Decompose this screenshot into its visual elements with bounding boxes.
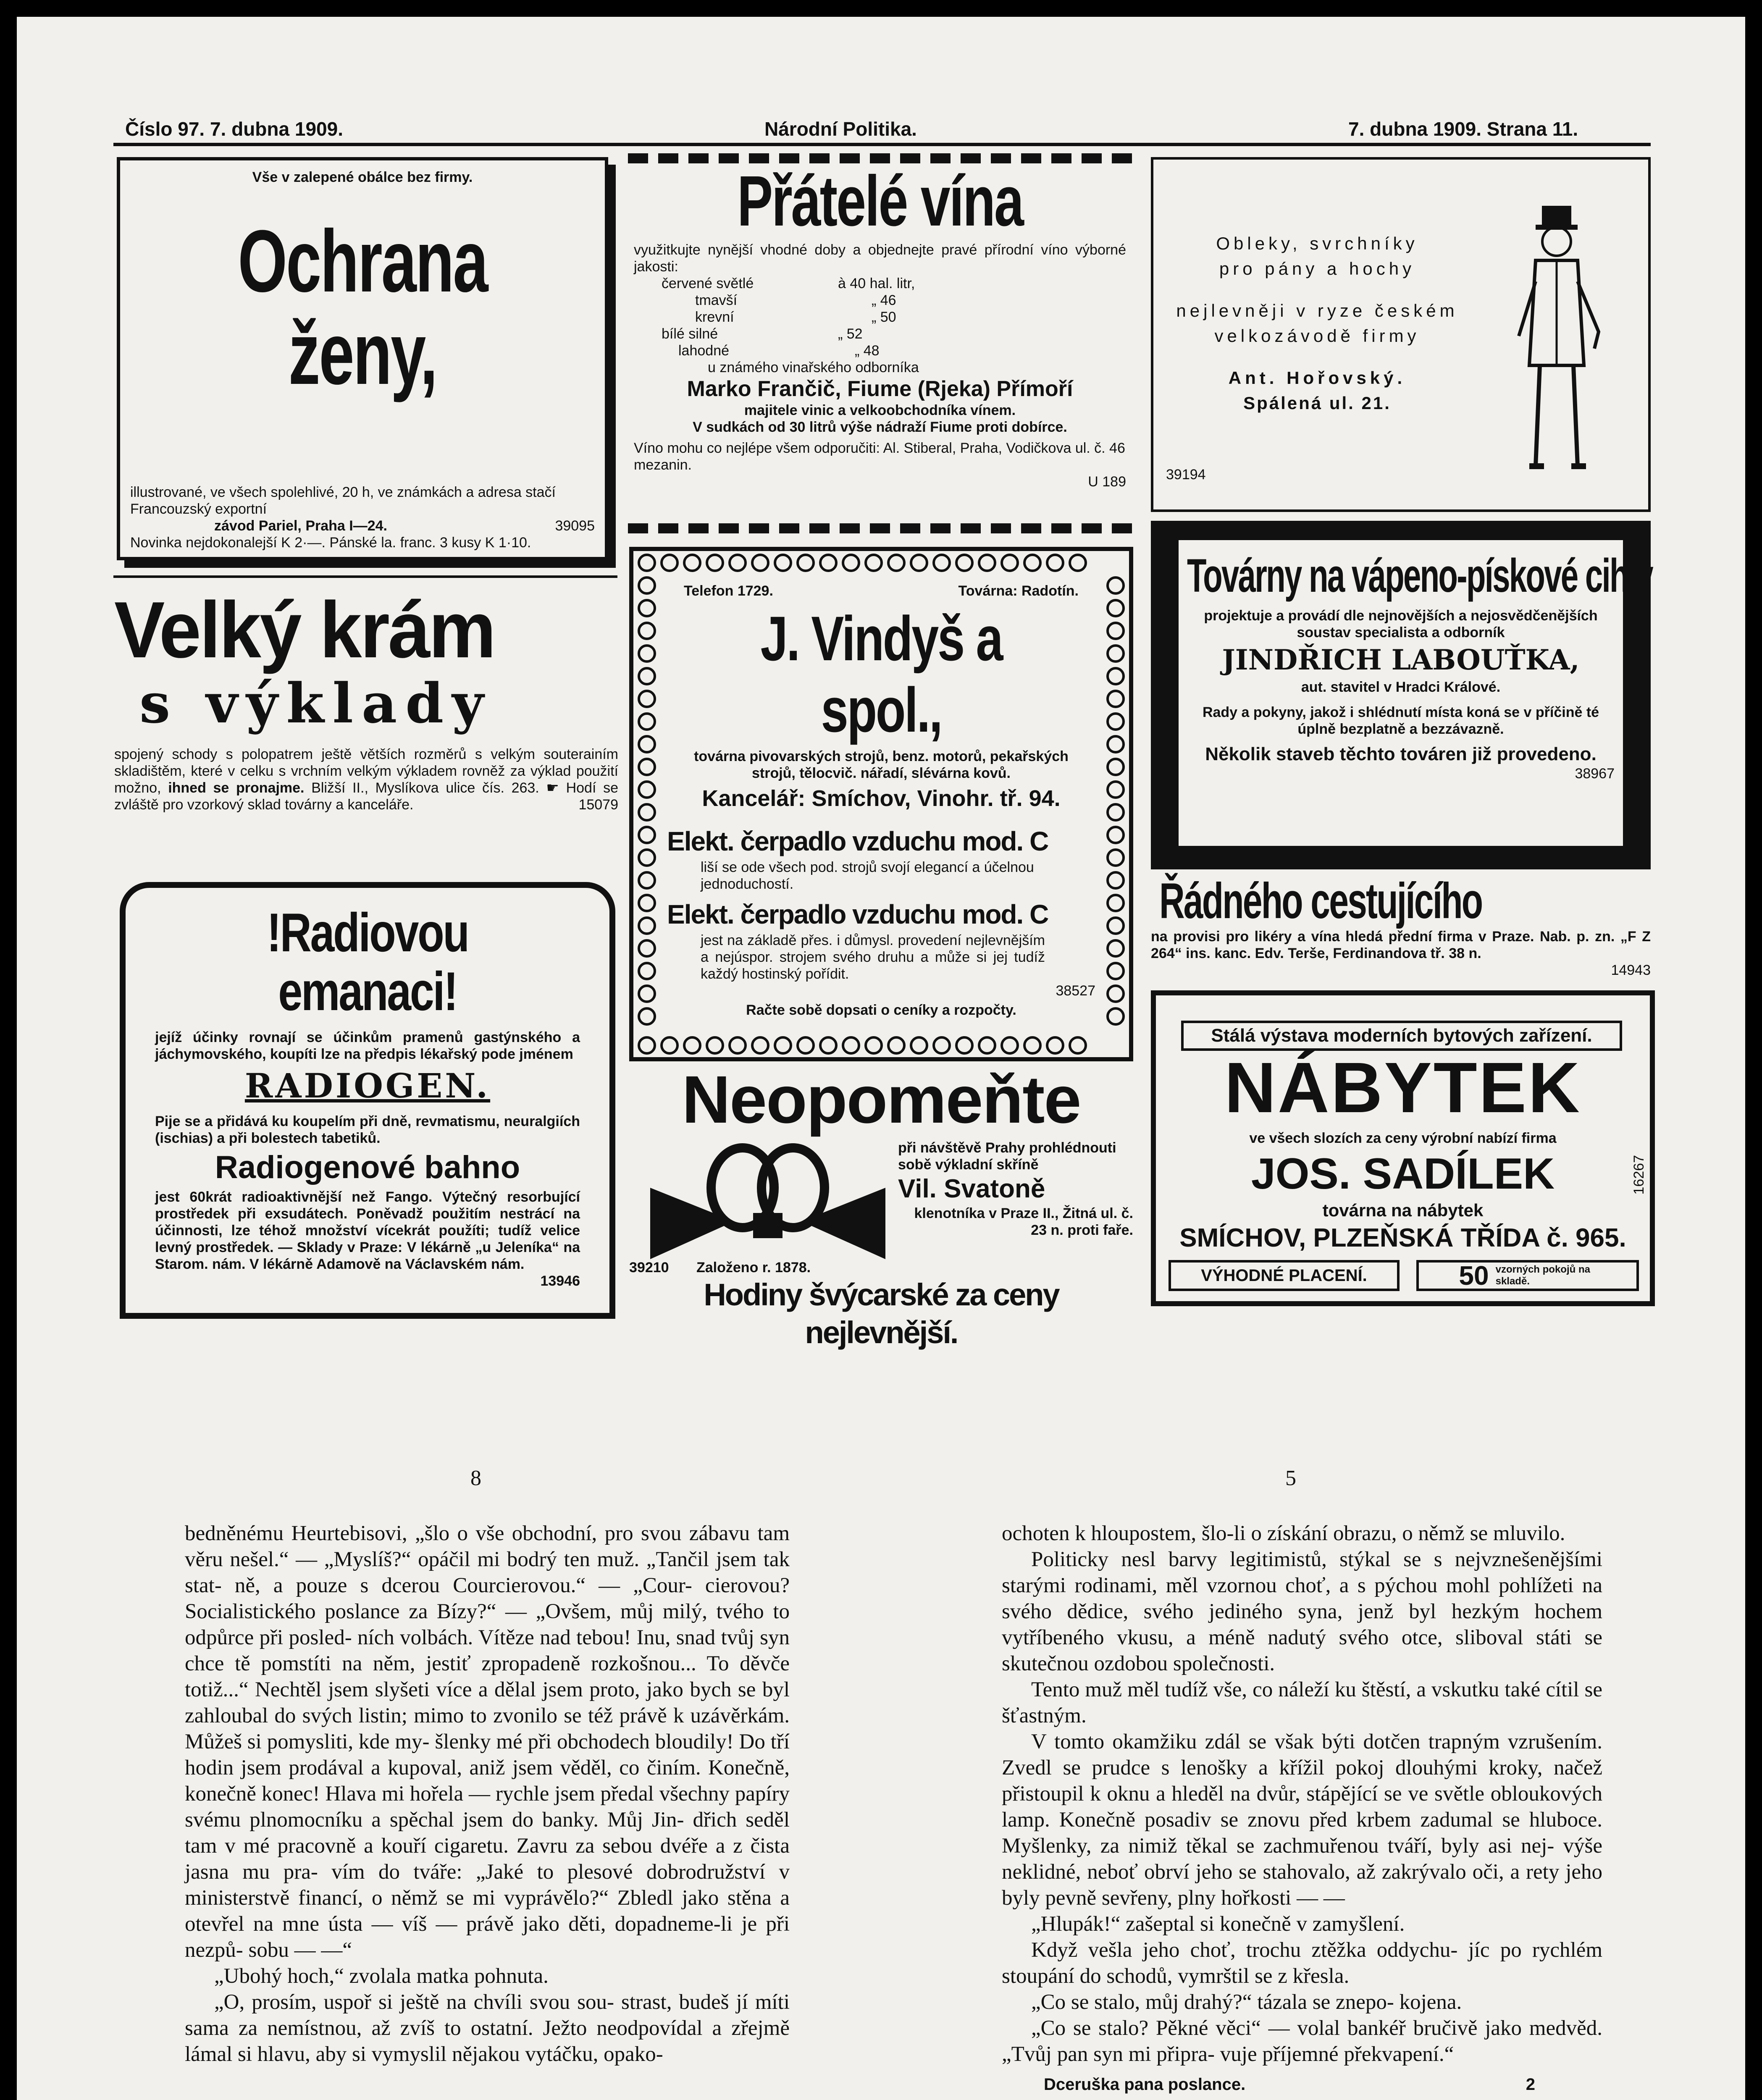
ad-kram-body2: Bližší II., Myslíkova ulice čís. 263. ☛ Hodí se zvláště pro vzorkový sklad továrny a kanceláře. bbox=[114, 780, 618, 813]
ad-vino-ref: U 189 bbox=[1088, 474, 1126, 490]
ad-vino-firm: Marko Frančič, Fiume (Rjeka) Přímoří bbox=[687, 377, 1073, 401]
ad-neo-footer: Hodiny švýcarské za ceny nejlevnější. bbox=[704, 1277, 1059, 1350]
ad-cihly-text3: Několik staveb těchto továren již provedeno. bbox=[1205, 744, 1597, 764]
ad-nabytek-side: 16267 bbox=[1631, 1155, 1647, 1195]
ad-cihly-text: projektuje a provádí dle nejnovějších a nejosvědčenějších soustav specialista a odborník bbox=[1204, 608, 1598, 640]
ad-vino-row-name: krevní bbox=[695, 309, 734, 325]
ad-nabytek-sub2: továrna na nábytek bbox=[1322, 1200, 1484, 1220]
ad-vino-title: Přátelé vína bbox=[737, 161, 1023, 241]
novel-paragraph: Když vešla jeho choť, trochu ztěžka oddychu- jíc po rychlém stoupání do schodů, vymrštil se z křesla. bbox=[1002, 1938, 1602, 1988]
ad-pratele-vina bbox=[628, 153, 1132, 533]
novel-footer-title: Dceruška pana poslance. bbox=[1044, 2075, 1246, 2094]
ad-cestujici-text: na provisi pro likéry a vína hledá přední firma v Praze. Nab. p. zn. „F Z 264“ ins. kanc. Edv. Terše, Ferdinandova tř. 38 n. bbox=[1151, 929, 1651, 961]
ad-vindys-factory: Továrna: Radotín. bbox=[958, 583, 1079, 599]
novel-paragraph: „Ubohý hoch,“ zvolala matka pohnuta. bbox=[214, 1964, 549, 1988]
ad-radio-body: jejíž účinky rovnají se účinkům pramenů gastýnského a jáchymovského, koupíti lze na předpis lékařský pode jménem bbox=[155, 1029, 580, 1062]
ad-cestujici-title: Řádného cestujícího bbox=[1159, 873, 1482, 929]
ad-vindys-desc: továrna pivovarských strojů, benz. motorů, pekařských strojů, tělocvič. nářadí, slévárna kovů. bbox=[694, 748, 1069, 781]
ad-neo-title: Neopomeňte bbox=[682, 1062, 1081, 1137]
date-page-info: 7. dubna 1909. Strana 11. bbox=[1348, 118, 1578, 140]
ad-vindys-phone: Telefon 1729. bbox=[684, 583, 773, 599]
ad-vindys-pump2-text: jest na základě přes. i důmysl. provedení nejlevnějším a nejúspor. strojem svého druhu a může si jej tudíž každý hostinský pořídit. bbox=[701, 932, 1045, 982]
ad-vino-line2: V sudkách od 30 litrů výše nádraží Fiume proti dobírce. bbox=[693, 419, 1067, 435]
novel-left-column bbox=[185, 1520, 790, 2067]
ad-radiogen bbox=[120, 882, 615, 1319]
ad-radio-name: RADIOGEN. bbox=[244, 1066, 491, 1105]
ad-nabytek-btn: VÝHODNÉ PLACENÍ. bbox=[1201, 1266, 1367, 1285]
novel-paragraph: „Co se stalo? Pěkné věci“ — volal bankéř bručivě jako medvěd. „Tvůj pan syn mi připra- vuje příjemné překvapení.“ bbox=[1002, 2016, 1602, 2066]
ad-vindys-office: Kancelář: Smíchov, Vinohr. tř. 94. bbox=[702, 786, 1061, 811]
ad-cihly-sub: aut. stavitel v Hradci Králové. bbox=[1301, 679, 1501, 695]
ad-cihly-title: Továrny na vápeno-pískové cihly bbox=[1187, 549, 1652, 602]
ad-ochrana-top: Vše v zalepené obálce bez firmy. bbox=[252, 169, 473, 185]
ad-vino-row-price: à 40 hal. litr, bbox=[838, 276, 915, 291]
ad-vino-price-list bbox=[662, 275, 1132, 376]
ad-ochrana-body: illustrované, ve všech spolehlivé, 20 h, ve známkách a adresa stačí Francouzský exportní bbox=[130, 484, 556, 517]
ad-nabytek-countnote: vzorných pokojů na skladě. bbox=[1495, 1264, 1590, 1287]
novel-paragraph: „O, prosím, uspoř si ještě na chvíli svou sou- strast, budeš jí míti sama za nemístnou, až zvíš to ostatní. Ježto neodpovídal a zřejmě lámal si hlavu, aby si vymyslil nějakou vytáčku, opako- bbox=[185, 1990, 790, 2066]
ad-nabytek-addr: SMÍCHOV, PLZEŇSKÁ TŘÍDA č. 965. bbox=[1179, 1223, 1626, 1252]
ad-neo-founded: Založeno r. 1878. bbox=[696, 1260, 811, 1276]
ad-vino-row-name: červené světlé bbox=[662, 276, 754, 291]
ad-neo-sub: klenotníka v Praze II., Žitná ul. č. 23 n. proti faře. bbox=[914, 1205, 1133, 1238]
ad-ochrana-novinka: Novinka nejdokonalejší K 2·—. Pánské la. franc. 3 kusy K 1·10. bbox=[130, 535, 531, 551]
ad-radio-ref: 13946 bbox=[540, 1273, 580, 1289]
ad-cestujici-ref: 14943 bbox=[1611, 962, 1651, 978]
novel-number-right: 5 bbox=[1285, 1466, 1296, 1490]
ad-kram-body: spojený schody s polopatrem ještě větších rozměrů s velkým souterainím skladištěm, které v celku s vrchním velkým výkladem rovněž za výklad použití možno, bbox=[114, 746, 618, 796]
ad-cihly-ref: 38967 bbox=[1575, 766, 1615, 782]
ad-vino-row-name: lahodné bbox=[678, 343, 730, 359]
header-rule bbox=[113, 143, 1651, 146]
novel-paragraph: Tento muž měl tudíž vše, co náleží ku štěstí, a vskutku také cítil se šťastným. bbox=[1002, 1678, 1602, 1727]
novel-paragraph: bedněnému Heurtebisovi, „šlo o vše obchodní, pro svou zábavu tam věru nešel.“ — „Myslíš?“ opáčil mi bodrý ten muž. „Tančil jsem tak stat- ně, a pouze s dcerou Courcierovou.“ — „Cour- cierovou? Socialistického poslance za Bízy?“ — „Ovšem, můj milý, tvého to odpůrce při posled- ních volbách. Vítěze nad tebou! Inu, snad tvůj syn chce tě pomstíti na něm, jestiť zpropadeně rozkošnou... To děvče totiž...“ Nechtěl jsem slyšeti více a dělal jsem proto, jako bych se byl zahloubal do svých listin; mimo to zvonilo se též právě k uzávěrkám. Můžeš si pomysliti, kde my- šlenky mé při obchodech bloudily! Do tří hodin jsem prodával a kupoval, aniž jsem věděl, co činím. Konečně, konečně konec! Hlava mi hořela — rychle jsem předal všechny papíry svému plnomocníku a spěchal jsem do banky. Můj Jin- dřich seděl tam v mé pracovně a kouří cigaretu. Zavru za sebou dvéře a z čista jasna mu pra- vím do tváře: „Jaké to plesové dobrodružství v ministerstvě financí, o němž se mi vyprávělo?“ Zbledl jako stěna a otevřel na mne ústa — víš — právě jako děti, dopadneme-li je při nezpů- sobu — —“ bbox=[185, 1522, 790, 1962]
ad-kram-subtitle: s výklady bbox=[139, 671, 492, 735]
ad-kram-title: Velký krám bbox=[114, 585, 495, 675]
ad-obleky-line2: pro pány a hochy bbox=[1219, 259, 1415, 278]
ad-obleky-line3: nejlevněji v ryze českém bbox=[1176, 301, 1458, 320]
ad-vindys-pump1-text: liší se ode všech pod. strojů svojí elegancí a účelnou jednoduchostí. bbox=[701, 859, 1034, 892]
ad-vindys-ref: 38527 bbox=[1056, 983, 1095, 999]
ad-obleky-addr: Spálená ul. 21. bbox=[1243, 393, 1391, 413]
ad-ochrana-ref: 39095 bbox=[555, 518, 595, 534]
ad-vino-row-name: tmavší bbox=[695, 292, 738, 308]
ad-nabytek-title: NÁBYTEK bbox=[1224, 1048, 1581, 1128]
ad-ochrana-firm: závod Pariel, Praha I—24. bbox=[214, 518, 387, 534]
ad-radio-title: !Radiovou emanaci! bbox=[267, 902, 468, 1022]
ad-vindys-pump2: Elekt. čerpadlo vzduchu mod. C bbox=[667, 899, 1048, 929]
ad-vindys-title: J. Vindyš a spol., bbox=[760, 603, 1002, 745]
ad-vino-row-name: bílé silné bbox=[662, 326, 718, 342]
novel-paragraph: ochoten k hloupostem, šlo-li o získání obrazu, o němž se mluvilo. bbox=[1002, 1522, 1565, 1545]
ad-vindys-pump1: Elekt. čerpadlo vzduchu mod. C bbox=[667, 826, 1048, 856]
ad-obleky bbox=[1151, 157, 1651, 512]
ad-vino-line1: majitele vinic a velkoobchodníka vínem. bbox=[744, 402, 1016, 418]
ad-vino-intro: využitkujte nynější vhodné doby a objednejte pravé přírodní víno výborné jakosti: bbox=[634, 242, 1126, 275]
ad-vindys-footer: Račte sobě dopsati o ceníky a rozpočty. bbox=[746, 1002, 1016, 1018]
ad-vindys bbox=[629, 547, 1133, 1061]
ad-nabytek-count: 50 bbox=[1459, 1260, 1489, 1291]
ad-nabytek-sub: ve všech slozích za ceny výrobní nabízí firma bbox=[1249, 1130, 1557, 1146]
ad-obleky-line4: velkozávodě firmy bbox=[1214, 326, 1420, 346]
ad-vino-row-price: „ 52 bbox=[838, 326, 863, 342]
ad-vino-note: u známého vinařského odborníka bbox=[708, 360, 919, 375]
ad-ochrana-title: Ochrana ženy, bbox=[238, 212, 487, 403]
ad-vino-line3: Víno mohu co nejlépe všem odporučiti: Al. Stiberal, Praha, Vodičkova ul. č. 46 mezanin. bbox=[634, 440, 1125, 473]
ad-obleky-name: Ant. Hořovský. bbox=[1228, 368, 1406, 388]
ad-vino-row-price: „ 46 bbox=[872, 292, 896, 308]
ad-kram-bold: ihned se pronajme. bbox=[168, 780, 305, 796]
ad-cihly-name: JINDŘICH LABOUŤKA, bbox=[1222, 643, 1580, 676]
ad-neo-text: při návštěvě Prahy prohlédnouti sobě výkladní skříně bbox=[898, 1140, 1116, 1173]
ad-kram-ref: 15079 bbox=[578, 797, 618, 813]
ad-nabytek-top: Stálá výstava moderních bytových zařízení. bbox=[1211, 1025, 1592, 1046]
ad-nabytek-name: JOS. SADÍLEK bbox=[1251, 1150, 1555, 1198]
gentleman-illustration-icon bbox=[1494, 197, 1620, 491]
novel-number-left: 8 bbox=[470, 1466, 481, 1490]
ad-obleky-ref: 39194 bbox=[1166, 467, 1206, 483]
newspaper-title: Národní Politika. bbox=[764, 118, 917, 140]
novel-right-column bbox=[1002, 1520, 1602, 2097]
novel-paragraph: „Co se stalo, můj drahý?“ tázala se znepo- kojena. bbox=[1031, 1990, 1462, 2014]
ad-radio-body2: Pije se a přidává ku koupelím při dně, revmatismu, neuralgiích (ischias) a při bolestech tabetiků. bbox=[155, 1113, 580, 1146]
novel-paragraph: Politicky nesl barvy legitimistů, stýkal se s nejvznešenějšími starými rodinami, měl vzornou choť, a s pýchou mohl pohlížeti na svého dědice, svého jediného syna, jenž byl hezkým hochem vytříbeného vkusu, a méně nadutý svého otce, sliboval státi se skutečnou ozdobou společnosti. bbox=[1002, 1548, 1602, 1675]
novel-paragraph: V tomto okamžiku zdál se však býti dotčen trapným vzrušením. Zvedl se prudce s lenošky a křížil pokoj dlouhými kroky, načež přistoupil k oknu a hleděl na dvůr, stápějící se ve světle obloukových lamp. Konečně posadiv se znovu před krbem zadumal se hluboce. Myšlenky, za nimiž těkal se zachmuřenou tváří, byly asi nej- výše neklidné, neboť obrví jeho se stahovalo, až zakrývalo oči, a rety jeho byly pevně sevřeny, plny hořkosti — — bbox=[1002, 1730, 1602, 1910]
ad-cihly bbox=[1151, 521, 1651, 869]
ad-nabytek bbox=[1151, 990, 1655, 1306]
bow-ornament-icon bbox=[638, 1137, 898, 1268]
issue-info: Číslo 97. 7. dubna 1909. bbox=[125, 118, 343, 140]
ad-neo-ref: 39210 bbox=[629, 1260, 669, 1276]
newspaper-page bbox=[17, 17, 1745, 2100]
ad-velky-kram bbox=[114, 585, 618, 865]
novel-paragraph: „Hlupák!“ zašeptal si konečně v zamyšlení. bbox=[1031, 1912, 1405, 1936]
ad-ochrana-zeny bbox=[117, 157, 608, 560]
novel-footer-number: 2 bbox=[1526, 2075, 1535, 2094]
ad-neopomente bbox=[629, 1062, 1133, 1350]
ad-vino-row-price: „ 48 bbox=[855, 343, 880, 359]
ad-cihly-text2: Rady a pokyny, jakož i shlédnutí místa koná se v příčině té úplně bezplatně a bezzávazně. bbox=[1202, 704, 1599, 737]
ad-radio-name2: Radiogenové bahno bbox=[215, 1150, 520, 1185]
ad-vino-row-price: „ 50 bbox=[872, 309, 896, 325]
ad-neo-name: Vil. Svatoně bbox=[898, 1174, 1045, 1203]
ad-obleky-line1: Obleky, svrchníky bbox=[1216, 234, 1418, 253]
ad-radio-body3: jest 60krát radioaktivnější než Fango. Výtečný resorbující prostředek při exsudátech. Poněvadž použitím nestrácí na účinnosti, lze téhož množství vícekrát použíti; tudíž velice levný prostředek. — Sklady v Praze: V lékárně „u Jeleníka“ na Starom. nám. V lékárně Adamově na Václavském nám. bbox=[155, 1189, 580, 1272]
ad-cestujici bbox=[1151, 874, 1651, 983]
